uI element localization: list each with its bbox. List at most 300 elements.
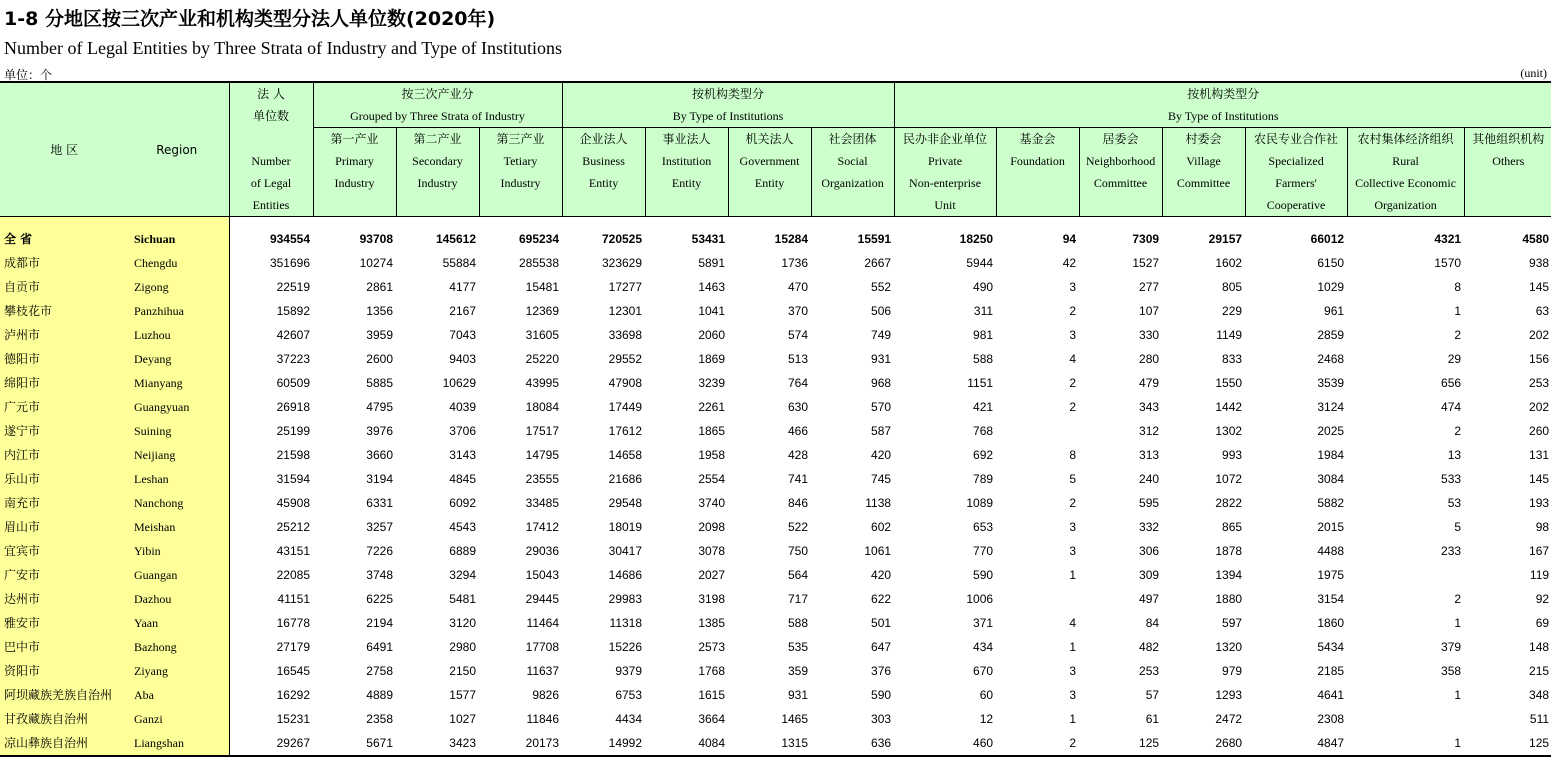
table-cell: 934554 (269, 232, 310, 246)
table-cell: 148 (1529, 640, 1550, 654)
table-cell: 938 (1529, 256, 1550, 270)
column-header-cn: 农民专业合作社 (1254, 132, 1339, 146)
table-cell: 2861 (366, 280, 393, 294)
column-header-cn: 民办非企业单位 (903, 132, 988, 146)
table-cell: 1 (1069, 712, 1077, 726)
legal-header-en-line: Number (251, 153, 291, 168)
table-cell: 647 (871, 640, 892, 654)
column-header (562, 128, 645, 217)
table-cell: 533 (1441, 472, 1462, 486)
region-name-cn: 广元市 (0, 395, 130, 419)
page-title: 1-8 分地区按三次产业和机构类型分法人单位数(2020年) (4, 8, 496, 30)
table-cell: 53 (1447, 496, 1462, 510)
legal-header-en-line: of Legal (250, 175, 292, 190)
table-cell: 14658 (608, 448, 643, 462)
table-cell: 587 (871, 424, 892, 438)
table-cell: 4 (1069, 352, 1077, 366)
table-cell: 3959 (366, 328, 393, 342)
table-cell: 692 (973, 448, 994, 462)
table-cell: 3706 (449, 424, 476, 438)
table-cell: 588 (973, 352, 994, 366)
region-name-en: Meishan (130, 515, 229, 539)
column-header (1245, 128, 1347, 217)
table-cell: 1975 (1317, 568, 1345, 582)
table-cell: 215 (1529, 664, 1550, 678)
table-row (0, 707, 1551, 731)
table-cell: 2472 (1215, 712, 1243, 726)
table-cell: 7043 (449, 328, 476, 342)
table-cell: 490 (973, 280, 994, 294)
table-cell: 5885 (366, 376, 393, 390)
table-cell: 595 (1139, 496, 1160, 510)
table-cell: 630 (788, 400, 809, 414)
table-cell: 312 (1139, 424, 1160, 438)
region-name-en: Liangshan (130, 731, 229, 756)
table-cell: 5671 (313, 731, 396, 756)
legal-header-en (229, 128, 313, 217)
table-cell: 564 (788, 568, 809, 582)
region-name-cn: 雅安市 (0, 611, 130, 635)
table-cell: 2 (1454, 424, 1462, 438)
table-row (0, 395, 1551, 419)
table-cell: 15284 (774, 232, 809, 246)
table-cell: 1958 (698, 448, 726, 462)
table-cell: 6092 (449, 496, 476, 510)
table-cell: 4795 (366, 400, 393, 414)
table-cell: 11318 (609, 616, 643, 630)
region-name-cn: 德阳市 (0, 347, 130, 371)
table-cell: 9403 (449, 352, 476, 366)
table-cell: 741 (788, 472, 809, 486)
table-cell: 513 (788, 352, 809, 366)
region-name-cn: 资阳市 (0, 659, 130, 683)
table-cell: 5944 (966, 256, 994, 270)
column-header (894, 128, 996, 217)
table-cell (996, 419, 1079, 443)
table-cell: 474 (1441, 400, 1462, 414)
table-row (0, 467, 1551, 491)
column-header-cn: 第二产业 (413, 132, 462, 146)
column-header-en: Entity (671, 176, 702, 190)
region-name-en: Dazhou (130, 587, 229, 611)
column-header-en: Village (1186, 154, 1221, 168)
group3-header-en: By Type of Institutions (894, 105, 1551, 128)
table-cell: 22085 (276, 568, 310, 582)
table-cell: 2 (1069, 496, 1077, 510)
region-name-cn: 攀枝花市 (0, 299, 130, 323)
column-header-cn: 村委会 (1185, 132, 1222, 146)
table-cell: 1865 (698, 424, 726, 438)
table-cell: 61 (1145, 712, 1160, 726)
table-cell: 931 (871, 352, 892, 366)
table-row (0, 539, 1551, 563)
region-name-en: Mianyang (130, 371, 229, 395)
region-name-en: Ganzi (130, 707, 229, 731)
column-header-en: Collective Economic (1355, 176, 1457, 190)
table-cell: 4641 (1317, 688, 1345, 702)
region-name-en: Bazhong (130, 635, 229, 659)
table-cell: 1465 (781, 712, 809, 726)
table-cell: 3 (1069, 280, 1077, 294)
table-cell: 131 (1529, 448, 1550, 462)
region-header-en: Region (156, 142, 198, 157)
table-cell: 21598 (276, 448, 310, 462)
table-cell: 1138 (865, 496, 892, 510)
table-cell: 8 (1069, 448, 1077, 462)
table-cell: 1151 (967, 376, 994, 390)
table-cell: 420 (871, 448, 892, 462)
table-cell: 2 (996, 731, 1079, 756)
column-header-en: Institution (661, 154, 712, 168)
region-name-en: Zigong (130, 275, 229, 299)
table-cell: 15226 (608, 640, 643, 654)
table-cell: 3539 (1317, 376, 1345, 390)
table-cell: 2667 (864, 256, 892, 270)
table-cell: 29552 (608, 352, 643, 366)
table-cell: 379 (1441, 640, 1462, 654)
table-cell: 31605 (525, 328, 560, 342)
table-cell: 4889 (366, 688, 393, 702)
table-cell: 6491 (366, 640, 393, 654)
column-header (1162, 128, 1245, 217)
table-cell: 1394 (1215, 568, 1243, 582)
table-cell: 770 (973, 544, 994, 558)
table-cell: 2 (1454, 592, 1462, 606)
table-row (0, 299, 1551, 323)
table-cell: 6225 (366, 592, 393, 606)
table-cell: 3198 (698, 592, 726, 606)
table-cell: 597 (1222, 616, 1243, 630)
region-name-cn: 遂宁市 (0, 419, 130, 443)
group2-header-en: By Type of Institutions (562, 105, 894, 128)
table-cell: 434 (973, 640, 994, 654)
table-cell: 3 (1069, 520, 1077, 534)
column-header-en: Rural (1392, 154, 1419, 168)
table-cell: 768 (973, 424, 994, 438)
table-cell: 1385 (698, 616, 726, 630)
column-header-cn: 社会团体 (828, 132, 877, 146)
table-cell: 931 (788, 688, 809, 702)
table-row (0, 659, 1551, 683)
table-cell: 1 (1347, 731, 1464, 756)
table-cell: 17612 (608, 424, 643, 438)
data-table (0, 81, 1551, 757)
table-cell: 3294 (449, 568, 476, 582)
region-name-en: Suining (130, 419, 229, 443)
table-cell: 466 (788, 424, 809, 438)
region-name-cn: 成都市 (0, 251, 130, 275)
table-cell: 4321 (1434, 232, 1462, 246)
table-cell: 745 (871, 472, 892, 486)
unit-label-cn: 单位：个 (4, 68, 53, 82)
table-cell: 1878 (1215, 544, 1243, 558)
table-cell: 18250 (959, 232, 994, 246)
table-cell: 7226 (366, 544, 393, 558)
table-cell: 3664 (698, 712, 726, 726)
column-header-en: Specialized (1268, 154, 1324, 168)
table-cell: 5 (1454, 520, 1462, 534)
table-cell: 1029 (1317, 280, 1345, 294)
column-header-cn: 企业法人 (579, 132, 628, 146)
table-cell: 3078 (698, 544, 726, 558)
table-cell: 30417 (608, 544, 643, 558)
table-cell: 125 (1079, 731, 1162, 756)
table-cell: 42607 (276, 328, 310, 342)
table-cell: 3 (1069, 544, 1077, 558)
column-header-en: Foundation (1010, 154, 1065, 168)
table-cell: 479 (1139, 376, 1160, 390)
table-cell: 750 (788, 544, 809, 558)
table-cell: 1550 (1215, 376, 1243, 390)
table-cell: 2194 (366, 616, 393, 630)
table-cell: 359 (788, 664, 809, 678)
table-cell: 29267 (229, 731, 313, 756)
table-cell: 1293 (1215, 688, 1243, 702)
column-header-en: Entity (588, 176, 619, 190)
column-header-cn: 第一产业 (330, 132, 379, 146)
table-cell: 695234 (518, 232, 560, 246)
table-cell: 1 (1069, 568, 1077, 582)
table-cell: 145 (1529, 280, 1550, 294)
table-cell: 5 (1069, 472, 1077, 486)
table-row (0, 443, 1551, 467)
table-cell (1347, 563, 1464, 587)
table-cell: 2859 (1317, 328, 1345, 342)
table-cell: 313 (1139, 448, 1160, 462)
table-cell: 323629 (601, 256, 643, 270)
table-cell: 1315 (728, 731, 811, 756)
table-cell: 145 (1529, 472, 1550, 486)
table-cell: 1 (1454, 616, 1462, 630)
table-cell: 1984 (1317, 448, 1345, 462)
table-cell: 749 (871, 328, 892, 342)
table-cell: 3143 (449, 448, 476, 462)
group1-header-cn: 按三次产业分 (313, 82, 562, 105)
table-cell: 14992 (562, 731, 645, 756)
table-cell: 14686 (608, 568, 643, 582)
table-row (0, 491, 1551, 515)
table-cell: 570 (871, 400, 892, 414)
column-header (1079, 128, 1162, 217)
table-cell: 7309 (1132, 232, 1160, 246)
table-cell: 22519 (276, 280, 310, 294)
table-cell: 18019 (608, 520, 643, 534)
region-name-en: Guangan (130, 563, 229, 587)
table-cell: 84 (1145, 616, 1160, 630)
column-header (313, 128, 396, 217)
table-cell: 4847 (1245, 731, 1347, 756)
table-row (0, 275, 1551, 299)
table-row (0, 323, 1551, 347)
table-cell: 3084 (1317, 472, 1345, 486)
table-cell: 2554 (698, 472, 726, 486)
column-header-en: Cooperative (1266, 198, 1326, 212)
table-cell: 552 (871, 280, 892, 294)
table-cell: 2025 (1317, 424, 1345, 438)
column-header (645, 128, 728, 217)
region-name-cn: 乐山市 (0, 467, 130, 491)
table-cell: 10629 (442, 376, 476, 390)
column-header-en: Industry (500, 176, 541, 190)
region-name-en: Yibin (130, 539, 229, 563)
table-cell: 21686 (608, 472, 643, 486)
table-cell: 968 (871, 376, 892, 390)
table-cell: 47908 (608, 376, 643, 390)
region-name-en: Sichuan (130, 227, 229, 251)
region-name-cn: 自贡市 (0, 275, 130, 299)
table-cell: 253 (1139, 664, 1160, 678)
table-cell: 93708 (359, 232, 393, 246)
table-cell: 10274 (359, 256, 393, 270)
table-cell: 482 (1139, 640, 1160, 654)
table-cell: 535 (788, 640, 809, 654)
legal-header-cn: 法 人 (229, 82, 313, 105)
table-cell: 2027 (698, 568, 726, 582)
table-cell: 42 (1062, 256, 1077, 270)
column-header-cn: 事业法人 (662, 132, 711, 146)
region-name-cn: 眉山市 (0, 515, 130, 539)
table-cell: 15231 (276, 712, 310, 726)
table-cell: 421 (973, 400, 994, 414)
column-header-cn: 居委会 (1102, 132, 1139, 146)
table-row (0, 563, 1551, 587)
region-name-cn: 泸州市 (0, 323, 130, 347)
table-cell: 29157 (1208, 232, 1243, 246)
table-cell: 260 (1529, 424, 1550, 438)
region-name-en: Guangyuan (130, 395, 229, 419)
table-cell: 306 (1139, 544, 1160, 558)
table-cell: 428 (788, 448, 809, 462)
table-cell: 37223 (276, 352, 310, 366)
table-cell: 2060 (698, 328, 726, 342)
table-cell: 14795 (525, 448, 560, 462)
table-cell: 156 (1529, 352, 1550, 366)
table-cell: 1061 (864, 544, 892, 558)
table-cell: 94 (1062, 232, 1077, 246)
table-cell: 5481 (449, 592, 476, 606)
table-cell: 4488 (1317, 544, 1345, 558)
table-cell: 4177 (449, 280, 476, 294)
table-cell: 2 (1454, 328, 1462, 342)
table-cell: 280 (1139, 352, 1160, 366)
table-cell: 57 (1145, 688, 1160, 702)
table-cell: 17412 (525, 520, 560, 534)
column-header-en: Secondary (412, 154, 463, 168)
table-cell: 981 (973, 328, 994, 342)
table-cell: 3194 (366, 472, 393, 486)
table-cell: 1320 (1215, 640, 1243, 654)
region-name-en: Luzhou (130, 323, 229, 347)
table-cell: 202 (1529, 400, 1550, 414)
table-cell: 1 (1454, 304, 1462, 318)
table-cell: 622 (871, 592, 892, 606)
table-cell: 3 (1069, 688, 1077, 702)
table-cell: 470 (788, 280, 809, 294)
table-cell: 69 (1535, 616, 1550, 630)
table-cell: 2600 (366, 352, 393, 366)
region-name-en: Yaan (130, 611, 229, 635)
table-cell: 330 (1139, 328, 1160, 342)
table-cell: 15481 (525, 280, 560, 294)
column-header-en: Business (582, 154, 625, 168)
table-cell: 16545 (276, 664, 310, 678)
column-header-cn: 其他组织机构 (1472, 132, 1545, 146)
column-header (811, 128, 894, 217)
table-cell: 1768 (698, 664, 726, 678)
table-cell: 17708 (525, 640, 560, 654)
table-cell: 60 (979, 688, 994, 702)
table-cell: 1356 (366, 304, 393, 318)
table-cell: 12301 (608, 304, 643, 318)
column-header-en: Committee (1093, 176, 1148, 190)
group2-header-cn: 按机构类型分 (562, 82, 894, 105)
table-cell: 6150 (1317, 256, 1345, 270)
table-cell: 1442 (1215, 400, 1243, 414)
table-cell: 17449 (608, 400, 643, 414)
column-header-en: Entity (754, 176, 785, 190)
table-cell: 60509 (276, 376, 310, 390)
table-cell: 2 (1069, 376, 1077, 390)
table-body (0, 217, 1551, 757)
table-cell: 1302 (1215, 424, 1243, 438)
table-cell: 202 (1529, 328, 1550, 342)
table-cell: 1041 (698, 304, 726, 318)
region-name-cn: 甘孜藏族自治州 (0, 707, 130, 731)
table-cell: 13 (1447, 448, 1462, 462)
region-name-cn: 南充市 (0, 491, 130, 515)
region-name-en: Leshan (130, 467, 229, 491)
table-row (0, 347, 1551, 371)
table-cell: 961 (1324, 304, 1345, 318)
column-header-en: Neighborhood (1085, 154, 1156, 168)
table-cell: 1006 (966, 592, 994, 606)
table-cell: 370 (788, 304, 809, 318)
table-cell: 5882 (1317, 496, 1345, 510)
region-name-en: Panzhihua (130, 299, 229, 323)
region-name-en: Aba (130, 683, 229, 707)
table-row (0, 371, 1551, 395)
table-cell: 656 (1441, 376, 1462, 390)
column-header-en: Unit (934, 198, 956, 212)
table-cell: 26918 (276, 400, 310, 414)
table-cell: 3740 (698, 496, 726, 510)
table-cell: 253 (1529, 376, 1550, 390)
table-cell: 670 (973, 664, 994, 678)
table-cell: 805 (1222, 280, 1243, 294)
table-cell: 4084 (645, 731, 728, 756)
table-cell (996, 587, 1079, 611)
region-name-cn: 内江市 (0, 443, 130, 467)
table-cell: 25212 (276, 520, 310, 534)
table-cell: 2015 (1317, 520, 1345, 534)
table-cell: 1 (1069, 640, 1077, 654)
region-name-en: Neijiang (130, 443, 229, 467)
table-cell: 2098 (698, 520, 726, 534)
table-cell: 29 (1447, 352, 1462, 366)
table-cell: 17277 (608, 280, 643, 294)
table-cell: 16292 (276, 688, 310, 702)
table-cell: 3660 (366, 448, 393, 462)
column-header-en: Tetiary (503, 154, 538, 168)
column-header (396, 128, 479, 217)
table-cell: 18084 (525, 400, 560, 414)
column-header (479, 128, 562, 217)
table-cell: 1736 (781, 256, 809, 270)
table-cell: 1860 (1317, 616, 1345, 630)
group3-header-cn: 按机构类型分 (894, 82, 1551, 105)
table-cell: 17517 (525, 424, 560, 438)
table-cell: 3239 (698, 376, 726, 390)
